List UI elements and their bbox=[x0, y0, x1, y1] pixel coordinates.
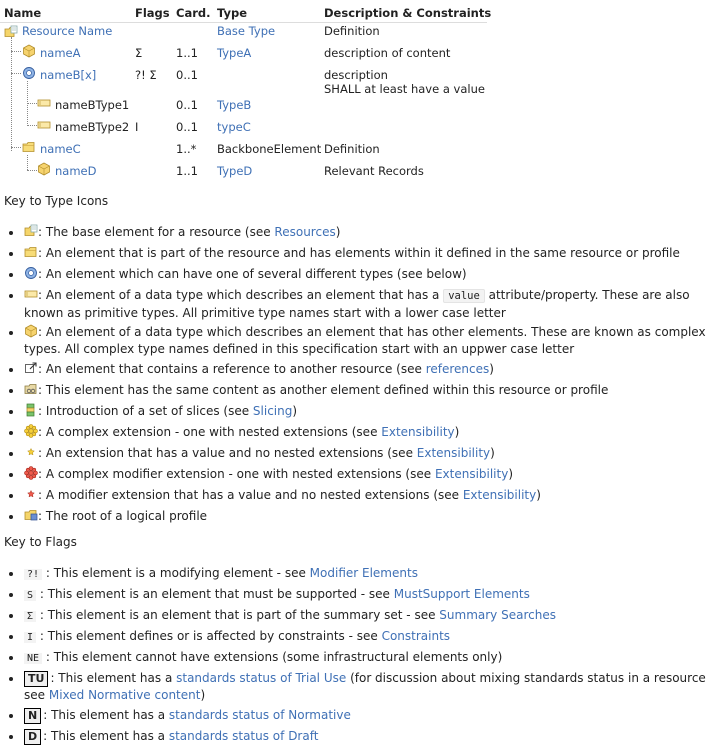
row-type[interactable]: TypeA bbox=[217, 46, 252, 60]
table-row bbox=[0, 161, 712, 183]
extensibility-link[interactable]: Extensibility bbox=[434, 467, 509, 481]
status-badge-tu: TU bbox=[24, 671, 48, 687]
type-key-title: Key to Type Icons bbox=[4, 194, 109, 208]
table-row bbox=[0, 95, 712, 117]
folder-icon bbox=[24, 245, 38, 259]
flag-modifier: ?! bbox=[24, 569, 42, 580]
header-desc: Description & Constraints bbox=[324, 6, 492, 20]
row-type[interactable]: TypeB bbox=[217, 98, 252, 112]
flag-key-title: Key to Flags bbox=[4, 535, 77, 549]
modifier-elements-link[interactable]: Modifier Elements bbox=[309, 566, 418, 580]
table-row bbox=[0, 21, 712, 43]
row-flags: I bbox=[135, 120, 139, 134]
row-flags: Σ bbox=[135, 46, 143, 60]
mixed-normative-link[interactable]: Mixed Normative content bbox=[48, 688, 201, 702]
row-desc: Definition bbox=[324, 142, 380, 156]
header-flags: Flags bbox=[135, 6, 170, 20]
row-card: 1..1 bbox=[176, 164, 198, 178]
row-card: 1..* bbox=[176, 142, 197, 156]
row-desc: description bbox=[324, 68, 388, 82]
contentref-icon bbox=[24, 382, 38, 396]
header-card: Card. bbox=[176, 6, 211, 20]
table-row bbox=[0, 139, 712, 161]
primitive-icon bbox=[37, 118, 51, 132]
datatype-icon bbox=[24, 324, 38, 338]
draft-link[interactable]: standards status of Draft bbox=[168, 729, 319, 743]
table-row bbox=[0, 117, 712, 139]
reference-icon bbox=[24, 361, 38, 375]
row-type[interactable]: TypeD bbox=[217, 164, 253, 178]
primitive-icon bbox=[24, 287, 38, 301]
header-type: Type bbox=[217, 6, 248, 20]
slicing-link[interactable]: Slicing bbox=[252, 404, 293, 418]
complex-modifier-extension-icon bbox=[24, 466, 38, 480]
choice-icon bbox=[24, 266, 38, 280]
row-name: nameBType1 bbox=[55, 98, 130, 112]
modifier-extension-icon bbox=[24, 487, 38, 501]
row-name[interactable]: nameB[x] bbox=[40, 68, 97, 82]
row-type: BackboneElement bbox=[217, 142, 322, 156]
row-flags: ?! Σ bbox=[135, 68, 157, 82]
slice-icon bbox=[24, 403, 38, 417]
status-badge-n: N bbox=[24, 708, 41, 724]
extension-icon bbox=[24, 445, 38, 459]
extensibility-link[interactable]: Extensibility bbox=[462, 488, 537, 502]
row-desc: Relevant Records bbox=[324, 164, 424, 178]
resources-link[interactable]: Resources bbox=[274, 225, 336, 239]
profile-root-icon bbox=[24, 508, 38, 522]
choice-icon bbox=[22, 66, 36, 80]
extensibility-link[interactable]: Extensibility bbox=[381, 425, 455, 439]
row-desc: Definition bbox=[324, 24, 380, 38]
extensibility-link[interactable]: Extensibility bbox=[416, 446, 491, 460]
constraints-link[interactable]: Constraints bbox=[381, 629, 451, 643]
row-card: 0..1 bbox=[176, 68, 198, 82]
mustsupport-link[interactable]: MustSupport Elements bbox=[393, 587, 530, 601]
row-card: 1..1 bbox=[176, 46, 198, 60]
row-card: 0..1 bbox=[176, 120, 198, 134]
status-badge-d: D bbox=[24, 729, 41, 745]
row-type[interactable]: typeC bbox=[217, 120, 251, 134]
row-desc-constraint: SHALL at least have a value bbox=[324, 82, 485, 96]
resource-icon bbox=[24, 224, 38, 238]
table-row bbox=[0, 43, 712, 65]
summary-searches-link[interactable]: Summary Searches bbox=[439, 608, 556, 622]
row-name[interactable]: nameA bbox=[40, 46, 81, 60]
datatype-icon bbox=[37, 162, 51, 176]
primitive-icon bbox=[37, 96, 51, 110]
row-desc: description of content bbox=[324, 46, 451, 60]
value-code: value bbox=[443, 289, 485, 303]
flag-mustsupport: S bbox=[24, 590, 36, 601]
complex-extension-icon bbox=[24, 424, 38, 438]
row-type[interactable]: Base Type bbox=[217, 24, 276, 38]
references-link[interactable]: references bbox=[425, 362, 490, 376]
flag-no-extensions: NE bbox=[24, 653, 42, 664]
folder-icon bbox=[22, 140, 36, 154]
normative-link[interactable]: standards status of Normative bbox=[168, 708, 351, 722]
row-name: nameBType2 bbox=[55, 120, 130, 134]
flag-invariant: I bbox=[24, 632, 36, 643]
row-name[interactable]: Resource Name bbox=[22, 24, 113, 38]
trial-use-link[interactable]: standards status of Trial Use bbox=[176, 671, 347, 685]
flag-summary: Σ bbox=[24, 611, 36, 622]
row-name[interactable]: nameC bbox=[40, 142, 81, 156]
header-name: Name bbox=[4, 6, 42, 20]
row-name[interactable]: nameD bbox=[55, 164, 97, 178]
datatype-icon bbox=[22, 44, 36, 58]
resource-icon bbox=[4, 25, 18, 39]
row-card: 0..1 bbox=[176, 98, 198, 112]
